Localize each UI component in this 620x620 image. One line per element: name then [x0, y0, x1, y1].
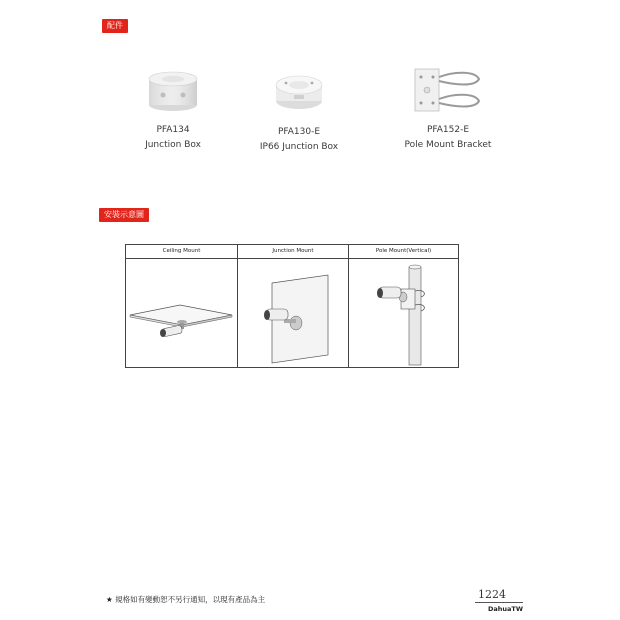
- pole-mount-bracket-icon: [383, 65, 513, 115]
- column-header: Junction Mount: [238, 245, 348, 259]
- ceiling-mount-cell: [126, 245, 237, 367]
- footer-divider: [475, 602, 523, 603]
- junction-mount-cell: [237, 245, 348, 367]
- accessory-model: PFA152-E: [426, 125, 470, 135]
- accessory-name: IP66 Junction Box: [259, 142, 339, 152]
- brand-label: DahuaTW: [488, 605, 524, 613]
- install-diagram-tag: 安裝示意圖: [99, 208, 149, 222]
- pole-mount-illustration: [349, 259, 459, 367]
- accessory-pfa130-e: [234, 65, 364, 155]
- accessory-name: Pole Mount Bracket: [404, 140, 492, 150]
- accessory-pfa134: [108, 65, 238, 155]
- accessories-tag: 配件: [102, 19, 128, 33]
- pole-mount-cell: [348, 245, 458, 367]
- installation-diagram-table: [125, 244, 459, 368]
- ceiling-mount-illustration: [126, 259, 237, 367]
- junction-mount-illustration: [238, 259, 349, 367]
- column-header: Ceiling Mount: [126, 245, 237, 259]
- column-header: Pole Mount(Vertical): [349, 245, 458, 259]
- accessory-name: Junction Box: [145, 140, 201, 150]
- junction-box-icon: [108, 65, 238, 115]
- accessory-model: PFA134: [156, 125, 190, 135]
- accessory-pfa152-e: [383, 65, 513, 155]
- accessory-model: PFA130-E: [277, 127, 321, 137]
- page-number: 1224: [478, 588, 506, 601]
- disclaimer-note: ★ 規格如有變動恕不另行通知，以現有產品為主: [106, 595, 266, 604]
- ip66-junction-box-icon: [234, 65, 364, 115]
